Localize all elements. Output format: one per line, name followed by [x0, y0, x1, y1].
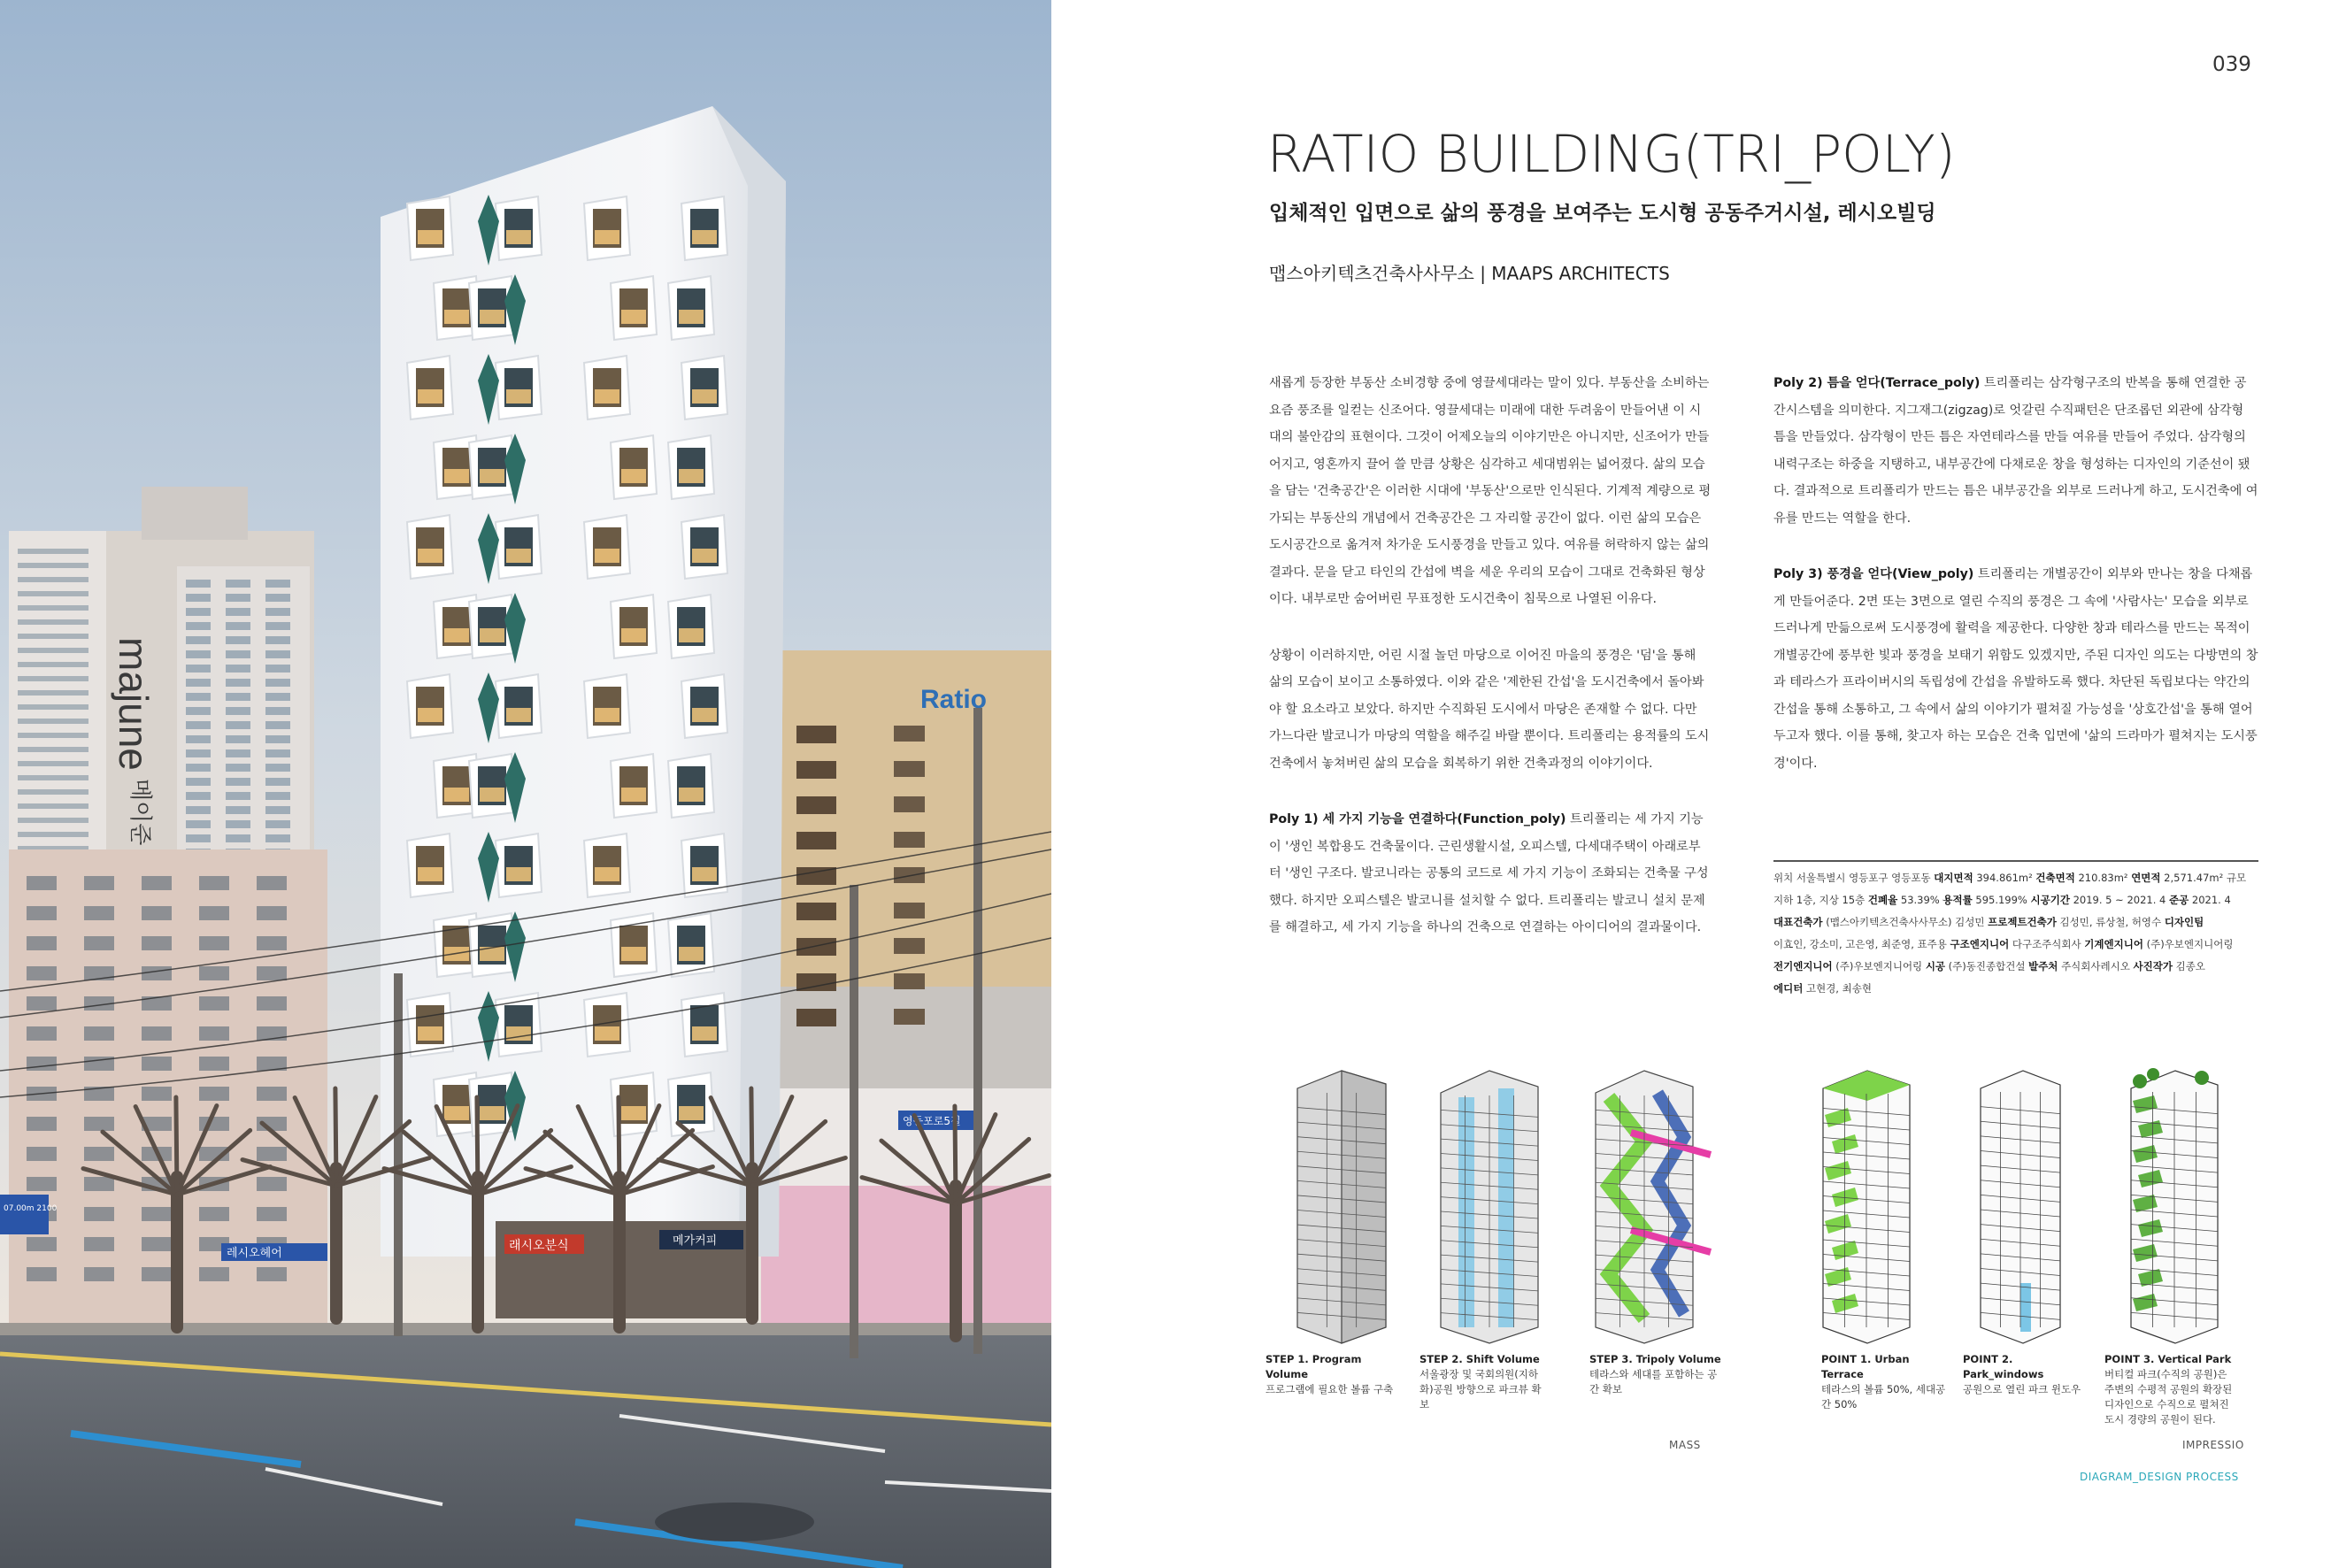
window — [27, 1026, 57, 1041]
window — [265, 580, 290, 588]
window — [18, 761, 88, 766]
window — [894, 973, 925, 989]
window — [226, 834, 250, 842]
window — [265, 834, 290, 842]
tree-branch — [477, 1097, 478, 1195]
paragraph: 새롭게 등장한 부동산 소비경향 중에 영끌세대라는 말이 있다. 부동산을 소비하는 요즘 풍조를 일컫는 신조어다. 영끌세대는 미래에 대한 두려움이 만들어낸 이 시대의 불안감의 표현이다. 그것이 어제오늘의 이야기만은 아니지만, 신조어가 만들어지고, 영혼까지 끌어 쓸 만큼 상황은 심각하고 세대범위는 넓어졌다. 삶의 모습을 담는 '건축공간'은 이러한 시대에 '부동산'으로만 인식된다. 기계적 계량으로 평가되는 부동산의 개념에서 건축공간은 그 자리할 공간이 없다. 이런 삶의 모습은 도시공간으로 옮겨져 차가운 도시풍경을 만들고 있다. 여유를 허락하지 않는 삶의 결과다. 문을 닫고 타인의 간섭에 벽을 세운 우리의 모습이 그대로 건축화된 형상이다. 내부로만 숨어버린 무표정한 도시건축이 침묵으로 나열된 이유다. — [1269, 376, 1712, 606]
window-light — [692, 1026, 717, 1041]
window — [18, 818, 88, 823]
window — [226, 622, 250, 630]
window — [27, 906, 57, 920]
window — [27, 936, 57, 950]
window — [894, 761, 925, 777]
window — [265, 636, 290, 644]
shop-sign-2: 메가커피 — [673, 1234, 718, 1248]
window-light — [621, 310, 646, 324]
window — [199, 966, 229, 980]
window-light — [621, 788, 646, 802]
window — [265, 778, 290, 786]
window — [265, 749, 290, 757]
window — [27, 1147, 57, 1161]
window-light — [418, 549, 442, 563]
window — [265, 665, 290, 673]
caption-step2: STEP 2. Shift Volume 서울광장 및 국회의원(지하화)공원 방향으로 파크뷰 확보 — [1419, 1353, 1542, 1410]
window — [18, 563, 88, 568]
window — [796, 1009, 836, 1026]
window — [18, 747, 88, 752]
window — [186, 608, 211, 616]
step2-shift-volume-diagram — [1432, 1062, 1547, 1345]
window — [27, 1237, 57, 1251]
body-column-right — [1773, 370, 2258, 806]
article-page — [1051, 0, 2331, 1568]
window — [18, 619, 88, 625]
window — [226, 778, 250, 786]
window-light — [679, 469, 704, 483]
window — [226, 608, 250, 616]
window-light — [692, 867, 717, 881]
window — [142, 1057, 172, 1071]
window — [27, 1057, 57, 1071]
window — [199, 936, 229, 950]
window-light — [444, 469, 469, 483]
window — [894, 903, 925, 919]
window-light — [679, 1106, 704, 1120]
window — [186, 834, 211, 842]
window-light — [621, 947, 646, 961]
window — [796, 938, 836, 956]
window-light — [692, 549, 717, 563]
window — [186, 594, 211, 602]
section-heading: Poly 1) 세 가지 기능을 연결하다(Function_poly) — [1269, 812, 1566, 826]
window — [84, 1117, 114, 1131]
window — [186, 707, 211, 715]
window — [257, 996, 287, 1011]
window-light — [480, 628, 504, 642]
window — [199, 906, 229, 920]
window — [265, 721, 290, 729]
window — [796, 796, 836, 814]
window-light — [679, 628, 704, 642]
window — [186, 735, 211, 743]
paragraph: Poly 2) 틈을 얻다(Terrace_poly) 트리폴리는 삼각형구조의 반복을 통해 연결한 공간시스템을 의미한다. 지그재그(zigzag)로 엇갈린 수직패턴은 단조롭던 외관에 삼각형 틈을 만들었다. 삼각형이 만든 틈은 자연테라스를 만들 여유를 만들어 주었다. 삼각형의 내력구조는 하중을 지탱하고, 내부공간에 다채로운 창을 형성하는 디자인의 기준선이 됐다. 결과적으로 트리폴리가 만드는 틈은 내부공간을 외부로 드러나게 하고, 도시건축에 여유를 만드는 역할을 한다. — [1773, 376, 2258, 526]
window — [265, 806, 290, 814]
window-light — [595, 549, 619, 563]
window — [186, 764, 211, 772]
window — [894, 938, 925, 954]
window — [142, 1237, 172, 1251]
window — [199, 1267, 229, 1281]
window-light — [418, 230, 442, 244]
window — [18, 591, 88, 596]
point3-vertical-park-diagram — [2122, 1062, 2228, 1345]
window — [27, 966, 57, 980]
architect-credit: 맵스아키텍츠건축사사무소 | MAAPS ARCHITECTS — [1269, 263, 1670, 284]
window — [142, 906, 172, 920]
caption-point3: POINT 3. Vertical Park 버티컬 파크(수직의 공원)은 주변의 수평적 공원의 확장된 디자인으로 수직으로 펼쳐진 도시 경량의 공원이 된다. — [2104, 1353, 2233, 1426]
window — [18, 634, 88, 639]
window — [18, 733, 88, 738]
window — [265, 707, 290, 715]
point2-park-windows-diagram — [1972, 1062, 2069, 1345]
window — [257, 876, 287, 890]
window — [18, 676, 88, 681]
window — [226, 693, 250, 701]
window-light — [595, 1026, 619, 1041]
window — [796, 726, 836, 743]
caption-step3: STEP 3. Tripoly Volume 테라스와 세대를 포함하는 공간 확보 — [1589, 1353, 1721, 1395]
window-light — [480, 1106, 504, 1120]
window — [199, 876, 229, 890]
window — [186, 693, 211, 701]
window-light — [679, 310, 704, 324]
window — [226, 792, 250, 800]
window — [226, 665, 250, 673]
window — [257, 966, 287, 980]
window — [84, 1237, 114, 1251]
window — [265, 792, 290, 800]
window — [18, 549, 88, 554]
window — [27, 1177, 57, 1191]
road-distance-sign: 07.00m 2100 — [4, 1204, 58, 1213]
bus-stop-sign: 영등포로5길 — [903, 1115, 961, 1127]
window — [84, 876, 114, 890]
window — [257, 1177, 287, 1191]
caption-point2: POINT 2. Park_windows 공원으로 열린 파크 윈도우 — [1963, 1353, 2081, 1395]
window-light — [595, 230, 619, 244]
project-info: 위치 서울특별시 영등포구 영등포동 대지면적 394.861m² 건축면적 210.83m² 연면적 2,571.47m² 규모 지하 1층, 지상 15층 건폐율 53.39% 용적률 595.199% 시공기간 2019. 5 ~ 2021. 4 준공 2021. 4 대표건축가 (맵스아키텍츠건축사사무소) 김성민 프로젝트건축가 김성민, 류상철, 허영수 디자인팀 이효인, 강소미, 고은영, 최준영, 표주용 구조엔지니어 다구조주식회사 기계엔지니어 (주)우보엔지니어링 전기엔지니어 (주)우보엔지니어링 시공 (주)동진종합건설 발주처 주식회사레시오 사진작가 김종오 에디터 고현경, 최송현 — [1773, 860, 2258, 1000]
window — [894, 726, 925, 742]
ratio-sign: Ratio — [920, 685, 987, 714]
window — [265, 650, 290, 658]
window — [27, 1267, 57, 1281]
window — [186, 792, 211, 800]
window-light — [692, 708, 717, 722]
window-light — [506, 230, 531, 244]
window — [186, 665, 211, 673]
window — [84, 1026, 114, 1041]
window — [18, 832, 88, 837]
window — [186, 580, 211, 588]
window — [18, 605, 88, 611]
window — [226, 806, 250, 814]
body-column-left — [1269, 370, 1712, 971]
window — [226, 749, 250, 757]
window — [894, 832, 925, 848]
point1-urban-terrace-diagram — [1812, 1062, 1919, 1345]
window — [199, 1087, 229, 1101]
window — [186, 778, 211, 786]
window-light — [621, 469, 646, 483]
window-light — [679, 947, 704, 961]
window-light — [679, 788, 704, 802]
window — [186, 749, 211, 757]
footer-mass-label: MASS — [1669, 1439, 1701, 1451]
article-subtitle: 입체적인 입면으로 삶의 풍경을 보여주는 도시형 공동주거시설, 레시오빌딩 — [1269, 202, 1936, 225]
window — [226, 679, 250, 687]
footer-impressio-label: IMPRESSIO — [2182, 1439, 2244, 1451]
window-light — [418, 867, 442, 881]
window — [18, 648, 88, 653]
window-light — [506, 389, 531, 404]
paragraph: 상황이 이러하지만, 어린 시절 놀던 마당으로 이어진 마을의 풍경은 '덤'을 통해 삶의 모습이 보이고 소통하였다. 이와 같은 '제한된 간섭'을 도시건축에서 돌아봐야 할 요소라고 보았다. 하지만 수직화된 도시에서 마당은 존재할 수 없다. 다만 가느다란 발코니가 마당의 역할을 해주길 바랄 뿐이다. 트리폴리는 용적률의 도시건축에서 놓쳐버린 삶의 모습을 회복하기 위한 건축과정의 이야기이다. — [1269, 648, 1710, 771]
window — [265, 820, 290, 828]
window — [265, 594, 290, 602]
window-light — [595, 389, 619, 404]
window — [796, 832, 836, 849]
window — [199, 996, 229, 1011]
window — [796, 903, 836, 920]
window — [226, 650, 250, 658]
paragraph: Poly 1) 세 가지 기능을 연결하다(Function_poly) 트리폴리는 세 가지 기능이 '생인 복합용도 건축물이다. 근린생활시설, 오피스텔, 다세대주택이 아래로부터 '생인 구조다. 발코니라는 공통의 코드로 세 가지 기능이 조화되는 건축물 구성했다. 하지만 오피스텔은 발코니를 설치할 수 없다. 트리폴리는 발코니 설치 문제를 해결하고, 세 가지 기능을 하나의 건축으로 연결하는 아이디어의 결과물이다. — [1269, 812, 1709, 934]
window — [265, 622, 290, 630]
window — [27, 1117, 57, 1131]
window-light — [506, 867, 531, 881]
window-light — [444, 310, 469, 324]
window — [265, 608, 290, 616]
window — [142, 1267, 172, 1281]
window — [142, 1207, 172, 1221]
window — [18, 690, 88, 696]
building-photo — [0, 0, 1051, 1568]
window — [27, 876, 57, 890]
window — [257, 1267, 287, 1281]
window — [142, 876, 172, 890]
window-light — [506, 708, 531, 722]
window — [186, 721, 211, 729]
window-light — [692, 389, 717, 404]
section-heading: Poly 2) 틈을 얻다(Terrace_poly) — [1773, 376, 1981, 390]
window — [796, 761, 836, 779]
window-light — [621, 1106, 646, 1120]
window — [226, 594, 250, 602]
window — [265, 735, 290, 743]
window — [265, 764, 290, 772]
window — [84, 1267, 114, 1281]
window — [257, 906, 287, 920]
tree-branch — [335, 1088, 336, 1186]
window — [226, 820, 250, 828]
tree-branch — [176, 1097, 177, 1195]
window — [84, 1207, 114, 1221]
window — [226, 636, 250, 644]
window — [142, 1026, 172, 1041]
window — [186, 820, 211, 828]
window — [226, 707, 250, 715]
shop-sign-1: 래시오분식 — [509, 1239, 569, 1253]
window-light — [418, 708, 442, 722]
window — [18, 719, 88, 724]
step1-program-volume-diagram — [1289, 1062, 1395, 1345]
window — [226, 580, 250, 588]
window-light — [480, 788, 504, 802]
window — [186, 622, 211, 630]
window — [199, 1207, 229, 1221]
window — [894, 867, 925, 883]
window — [186, 650, 211, 658]
window — [18, 775, 88, 780]
window — [257, 1147, 287, 1161]
section-heading: Poly 3) 풍경을 얻다(View_poly) — [1773, 567, 1974, 581]
shop-sign-3: 레시오헤어 — [227, 1247, 282, 1260]
window-light — [595, 867, 619, 881]
window — [186, 679, 211, 687]
majune-kr-sign: 메이준 — [127, 779, 153, 846]
window — [186, 636, 211, 644]
window — [265, 679, 290, 687]
window — [84, 936, 114, 950]
article-title: RATIO BUILDING(TRI_POLY) — [1267, 124, 1956, 184]
window — [142, 936, 172, 950]
window-light — [480, 310, 504, 324]
step3-tripoly-volume-diagram — [1582, 1062, 1715, 1345]
majune-tower — [9, 487, 327, 1345]
window — [84, 906, 114, 920]
window — [142, 1087, 172, 1101]
page-number: 039 — [2212, 53, 2251, 76]
window — [18, 803, 88, 809]
paragraph: Poly 3) 풍경을 얻다(View_poly) 트리폴리는 개별공간이 외부와 만나는 창을 다채롭게 만들어준다. 2면 또는 3면으로 열린 수직의 풍경은 그 속에 '사람사는' 모습을 외부로 드러나게 만듦으로써 도시풍경에 활력을 제공한다. 다양한 창과 테라스를 만드는 목적이 개별공간에 풍부한 빛과 풍경을 보태기 위함도 있겠지만, 주된 디자인 의도는 다방면의 창과 테라스가 프라이버시의 독립성에 간섭을 유발하도록 했다. 차단된 독립보다는 약간의 간섭을 통해 소통하고, 그 속에서 삶의 이야기가 펼쳐질 가능성을 '상호간섭'을 통해 열어두고자 했다. 이를 통해, 찾고자 하는 모습은 건축 입면에 '삶의 드라마가 펼쳐지는 도시풍경'이다. — [1773, 567, 2258, 771]
window — [257, 1207, 287, 1221]
window — [84, 1147, 114, 1161]
window-light — [506, 549, 531, 563]
window — [226, 735, 250, 743]
window-light — [621, 628, 646, 642]
window — [186, 806, 211, 814]
window — [894, 1009, 925, 1025]
window — [265, 693, 290, 701]
window — [84, 1177, 114, 1191]
window — [257, 1087, 287, 1101]
window — [27, 996, 57, 1011]
tree-branch — [751, 1088, 752, 1186]
window-light — [418, 389, 442, 404]
window — [18, 789, 88, 795]
window-light — [444, 788, 469, 802]
window-light — [692, 230, 717, 244]
window — [142, 966, 172, 980]
window — [199, 1057, 229, 1071]
caption-step1: STEP 1. Program Volume 프로그램에 필요한 볼륨 구축 — [1266, 1353, 1394, 1395]
window — [199, 1117, 229, 1131]
window — [226, 764, 250, 772]
window-light — [418, 1026, 442, 1041]
window-light — [444, 628, 469, 642]
window — [894, 796, 925, 812]
window-light — [444, 1106, 469, 1120]
majune-sign: majune — [111, 637, 157, 771]
window — [257, 936, 287, 950]
window — [18, 662, 88, 667]
window-light — [480, 469, 504, 483]
tree-branch — [955, 1106, 956, 1203]
caption-point1: POINT 1. Urban Terrace 테라스의 볼륨 50%, 세대공간 50% — [1821, 1353, 1946, 1410]
ratio-tower — [381, 106, 786, 1257]
window — [226, 721, 250, 729]
window — [18, 704, 88, 710]
footer-diagram-label: DIAGRAM_DESIGN PROCESS — [2080, 1471, 2239, 1483]
window — [199, 1026, 229, 1041]
window — [18, 577, 88, 582]
window-light — [595, 708, 619, 722]
